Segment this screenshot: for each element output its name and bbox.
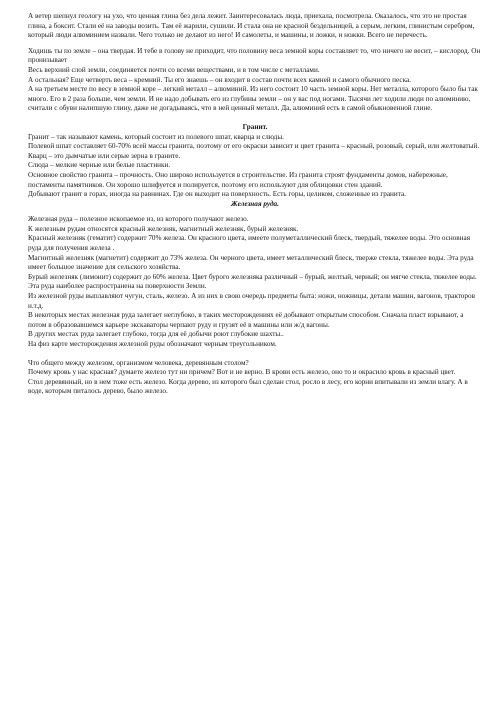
iron-line: На физ карте месторождения железной руды обозначают черным треугольником.: [28, 340, 277, 348]
iron-line: Бурый железняк (лимонит) содержит до 60% железа. Цвет бурого железняка различный – бурый, желтый, черный; он мягче стекла, тяжелее воды. Эта руда наиболее распространена на поверхности Земли.: [28, 272, 477, 291]
iron-line: К железным рудам относятся красный железняк, магнитный железняк, бурый железняк.: [28, 224, 299, 233]
iron-line: В некоторых местах железная руда залегает неглубоко, в таких месторождениях её добывают открытым способом. Сначала пласт взрывают, а потом в образовавшемся карьере экскаваторы черпают руду и грузят её в машины или ж/д вагоны.: [28, 311, 464, 329]
question-line: Стол деревянный, но в нем тоже есть железо. Когда дерево, из которого был сделан стол, росло в лесу, его корни впитывали из земли влагу. А в воде, которым питалось дерево, было железо.: [28, 377, 468, 396]
granite-line: Гранит – так называют камень, который состоит из полевого шпат, кварца и слюды.: [28, 132, 284, 141]
granite-line: Слюда – мелкие черные или белые пластинки.: [28, 161, 171, 170]
question-line: Почему кровь у нас красная? думаете железо тут ни причем? Вот и не верно. В крови есть железо, оно то и окрасило кровь в красный цвет.: [28, 368, 456, 377]
iron-line: Из железной руды выплавляют чугун, сталь, железо. А из них в свою очередь предметы быта: ножи, ножницы, детали машин, вагонов, тракторов и.т.д.: [28, 292, 475, 310]
iron-ore-title: Железная руда.: [231, 199, 279, 208]
intro-paragraph-bauxite: А ветер шепнул геологу на ухо, что ценная глина без дела лежит. Заинтересовалась люда, приехала, посмотрела. Оказалось, что это не простая глина, а боксит. Стали её на заводы возить. Там её жарили, сушили. И стала она не красной бездельницей, а серым, легким, глинистым серебром, который люди алюминием назвали. Чего только не делают из него! И самолеты, и машины, и ложки, и ножки. Всего не перечесть.: [28, 12, 475, 40]
granite-title: Гранит.: [242, 122, 268, 131]
iron-line: Железная руда – полезное ископаемое из, из которого получают железо.: [28, 215, 249, 224]
question-line: Что общего между железом, организмом человека, деревянным столом?: [28, 358, 249, 367]
intro-paragraph-oxygen: Ходишь ты по земле – она твердая. И тебе в голову не приходит, что половину веса земной коры составляет то, что ничего не весит, – кислород. Он пронизывает: [28, 46, 481, 65]
granite-line: Полевой шпат составляет 60-70% всей массы гранита, поэтому от его окраски зависит и цвет гранита – красный, розовый, серый, или желтоватый.: [28, 142, 480, 151]
intro-paragraph-aluminum: А на третьем месте по весу в земной коре – легкий металл – алюминий. Из него состоит 10 часть земной коры. Нет металла, которого было бы так много. Его в 2 раза больше, чем земли. И не надо добывать его из глубины земли – он у вас под ногами. Тысячи лет ходили люди по алюминию, считали с обуви налипшую глину, даже не догадываясь, что в ней ценный металл. Да, алюминий есть в самой обыкновенной глине.: [28, 85, 478, 113]
granite-line: Кварц – это дымчатые или серые зерна в граните.: [28, 151, 181, 160]
intro-paragraph-silicon: А остальная? Еще четверть веса – кремний. Ты его знаешь – он входит в состав почти всех камней и самого обычного песка.: [28, 75, 411, 84]
granite-line: Основное свойство гранита – прочность. Оно широко используется в строительстве. Из гранита строят фундаменты домов, набережные, постаменты памятников. Он хорошо шлифуется и полируется, поэтому его используют для облицовки стен зданий.: [28, 170, 448, 189]
iron-line: Магнитный железняк (магнетит) содержит до 73% железа. Он черного цвета, имеет металлический блеск, тверже стекла, тяжелее воды. Эта руда имеет большое значение для сельского хозяйства.: [28, 253, 474, 272]
iron-line: Красный железняк (гематит) содержит 70% железа. Он красного цвета, имеете полуметаллический блеск, твердый, тяжелее воды. Это основная руда для получения железа .: [28, 234, 470, 253]
intro-paragraph-metals: Весь верхний слой земли, соединяется почти со всеми веществами, и в том числе с металлами.: [28, 65, 320, 74]
granite-line: Добывают гранит в горах, иногда на равнинах. Где он выходит на поверхность. Есть горы, целиком, сложенные из гранита.: [28, 190, 406, 199]
iron-line: В других местах руда залегает глубоко, тогда для её добычи роют глубокие шахты..: [28, 330, 284, 339]
